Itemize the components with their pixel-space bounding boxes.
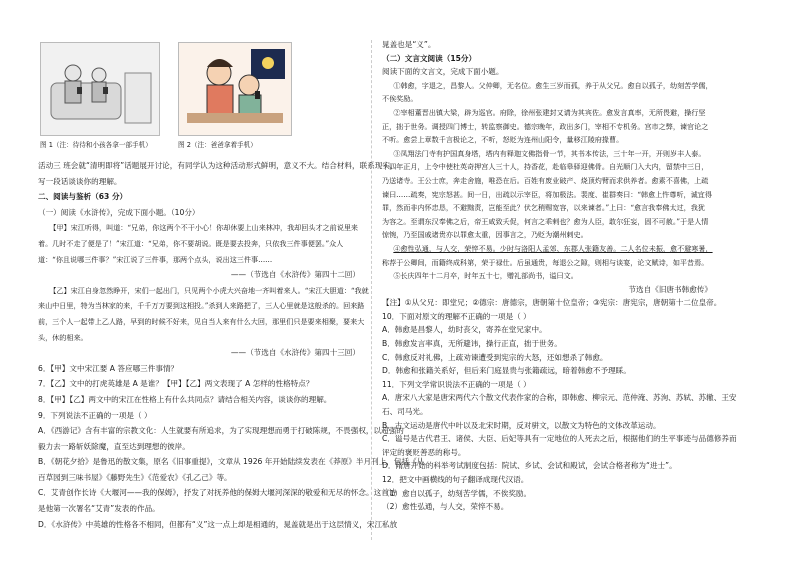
classical-text-line: ③凤翔法门寺有护国真身塔，塔内有释迦文佛指骨一节，其书本传法，三十年一开，开则岁丰人泰。 bbox=[393, 148, 706, 158]
q10-option: C．韩愈反对礼佛，上疏劝谏遭受到宪宗的大怒，还如想杀了韩愈。 bbox=[382, 352, 608, 362]
subsection-title: （一）阅读《水浒传》，完成下面小题。（10分） bbox=[38, 207, 200, 217]
classical-text-line: ②宰相董晋出镇大梁，辟为巡官。府除，徐州张建封又请为其宾佐。愈发言真率，无所畏避，操行坚 bbox=[393, 107, 706, 117]
question-11: 11．下列文学常识说法不正确的一项是（ ） bbox=[382, 379, 531, 389]
question-12: 12．把文中画横线的句子翻译成现代汉语。 bbox=[382, 475, 529, 484]
q11-option: D．隋唐开始的科举考试制度包括：院试、乡试、会试和殿试，会试合格者称为“进士”。 bbox=[382, 461, 677, 471]
activity-text-line: 写一段话谈谈你的理解。 bbox=[38, 176, 122, 186]
classical-text-line: ①韩愈，字退之，昌黎人。父仲卿，无名位。愈生三岁而孤，养于从父兄。愈自以孤子，幼刻苦学儒， bbox=[393, 80, 713, 90]
q10-option: D．韩愈和张籍关系好，但后来门庭显贵与张籍疏远，暗着韩愈不予理睬。 bbox=[382, 366, 631, 376]
q12-item: （2）愈性弘通，与人交，荣悴不易。 bbox=[382, 502, 509, 512]
continuation-text: 晁盖也是“义”。 bbox=[382, 40, 436, 49]
q9-option-line: C．艾青创作长诗《大堰河——我的保姆》，抒发了对抚养他的保姆大堰河深深的敬爱和无尽的怀念。这首诗 bbox=[38, 488, 397, 498]
passage-b-line: 来山中日里，特为当林家的来，千千万万要到这相投。”杀到人来路把了，三人心里就是这般杀的。回来路 bbox=[38, 301, 365, 311]
classical-text-line: 为容之。至谓东汉奉佛之后，帝王咸致夭促，何言之乖剌也？愈为人臣，敢尔狂妄，固不可赦。”于是人情 bbox=[382, 216, 709, 226]
question-7: 7．【乙】文中的打虎英雄是 A 是谁？【甲】【乙】两文表现了 A 怎样的性格特点？ bbox=[38, 379, 314, 389]
passage-b-line: 头，休的相来。 bbox=[38, 332, 88, 342]
figure-1-caption: 图 1（注：待待和小孩各拿一部手机） bbox=[40, 141, 152, 149]
classical-text-line: 不俟奖励。 bbox=[382, 94, 418, 104]
passage-a-line: 道：“你且说哪三件事？”宋江说了三件事，那两个点头，说出这三件事…… bbox=[38, 254, 273, 264]
classical-text-line: 罪，然而非内怀忠恳，不避黜责，岂能至此？伏乞稍赐宽容，以来谏者。”上曰：“愈言我奉佛太过，我犹 bbox=[382, 203, 705, 213]
question-9: 9．下列说法不正确的一项是（ ） bbox=[38, 410, 152, 420]
q11-option: B．古文运动是唐代中叶以及北宋时期，反对骈文，以散文为特色的文体改革运动。 bbox=[382, 420, 661, 430]
instruction-text: 阅读下面的文言文，完成下面小题。 bbox=[382, 67, 504, 77]
passage-b-line: 【乙】宋江自身忽然睁开，宋们一起出门，只见两个小虎大兴奋地一齐叫着来人。“宋江大胆道：“我就 bbox=[49, 285, 369, 295]
question-10: 10．下面对原文的理解不正确的一项是（ ） bbox=[382, 311, 531, 321]
passage-a-source: ——（节选自《水浒传》第四十二回） bbox=[230, 270, 360, 280]
q10-option: A．韩愈是昌黎人，幼时丧父，寄养在堂兄家中。 bbox=[382, 325, 547, 335]
classical-text-line: 称荐于公卿间，而籍终成科第，荣于禄仕。后虽通贵，每退公之隙，则相与谈宴，论文赋诗，如平昔焉。 bbox=[382, 257, 709, 267]
question-8: 8．【甲】【乙】两文中的宋江在性格上有什么共同点？请结合相关内容，谈谈你的理解。 bbox=[38, 394, 332, 404]
q9-option-line: 百草园到三味书屋》《藤野先生》《范爱农》《孔乙己》等。 bbox=[38, 472, 232, 482]
figure-1-image bbox=[40, 42, 160, 136]
classical-text-line: 正，拙于世务。调授四门博士，转监察御史。德宗晚年，政出多门，宰相不专机务。宫市之弊，谏官论之 bbox=[382, 121, 709, 131]
q9-option-line: D．《水浒传》中英雄的性格各不相同，但都有“义”这一点上却是相通的，晁盖就是出于这层情义，宋江私放 bbox=[38, 519, 398, 529]
classical-text-line: 十四年正月，上令中使杜英奇押宫人三十人，持香花，赴临皋驿迎佛骨。自光顺门入大内，留禁中三日， bbox=[382, 162, 709, 172]
figure-2-image bbox=[178, 42, 292, 136]
q11-option: A．唐宋八大家是唐宋两代六个散文代表作家的合称，即韩愈、柳宗元、范仲淹、苏洵、苏轼、苏辙、王安 bbox=[382, 393, 737, 403]
q9-option-line: B．《朝花夕拾》是鲁迅的散文集，原名《旧事重提》，文章从 1926 年开始陆续发表在《莽原》半月刊上，包括《从 bbox=[38, 457, 425, 467]
classical-notes: 【注】①从父兄：即堂兄；②德宗：唐德宗，唐朝第十位皇帝；③宪宗：唐宪宗，唐朝第十二位皇帝。 bbox=[382, 298, 722, 308]
classical-text-line: 惊惋，乃至国戚诸贵亦以罪愈太重，因事言之，乃贬为潮州刺史。 bbox=[382, 230, 588, 240]
q11-option: 石、司马光。 bbox=[382, 407, 428, 417]
right-column bbox=[382, 38, 737, 514]
classical-text-line: 谏曰……疏奏，宪宗怒甚。间一日，出疏以示宰臣，将加极法。裴度、崔群奏曰：“韩愈上忤尊听，诚宜得 bbox=[382, 189, 712, 199]
passage-a-line: 【甲】宋江听得，叫道：“兄弟，你这两个不干小心！你却休要上山来林冲，我却回头才之前说里来 bbox=[49, 223, 359, 233]
passage-b-line: 前，三个人一起带上乙人路，早到的时候不好来，见自当人来有什么大回，那里们只是要来相聚，要来大 bbox=[38, 316, 365, 326]
q10-option: B．韩愈发言率真，无所避讳，操行正直，拙于世务。 bbox=[382, 339, 562, 349]
question-6: 6．【甲】文中宋江要 A 答应哪三件事情？ bbox=[38, 363, 179, 373]
classical-source: 节选自《旧唐书韩愈传》 bbox=[628, 284, 712, 294]
figure-area bbox=[38, 40, 360, 158]
classical-text-line: ④愈性弘通，与人交，荣悴不易。少时与洛阳人孟郊、东郡人张籍友善。二人名位未振，愈不避寒暑， bbox=[393, 243, 713, 253]
q9-option-line: 毅力去一路斩妖除魔，直至达到理想的彼岸。 bbox=[38, 441, 190, 451]
subsection-title: （二）文言文阅读（15分） bbox=[382, 53, 477, 63]
activity-text-line: 活动三 班会就“清明即将”话题展开讨论，有同学认为这种活动形式鲜明，意义不大。结合材料，联系现实， bbox=[38, 161, 398, 170]
section-title: 二、阅读与鉴析（63 分） bbox=[38, 192, 128, 202]
q9-option-line: A．《西游记》含有丰富的宗教文化：人生就要有所追求，为了实现理想而勇于打破陈规，不畏强权，以超强的 bbox=[38, 426, 404, 436]
q12-item: （1）愈自以孤子，幼刻苦学儒，不俟奖励。 bbox=[382, 488, 532, 498]
classical-text-line: 不听。愈尝上章数千言极论之，不听，怒贬为连州山阳令，量移江陵府掾曹。 bbox=[382, 135, 624, 145]
q11-option: C．谥号是古代君王、诸侯、大臣、后妃等具有一定地位的人死去之后，根据他们的生平事迹与品德修养而 bbox=[382, 434, 737, 444]
classical-text-line: ⑤长庆四年十二月卒，时年五十七，赠礼部尚书，谥曰文。 bbox=[393, 271, 578, 281]
q11-option: 评定的褒贬善恶的称号。 bbox=[382, 447, 466, 457]
classical-text-line: 乃送诸寺。王公士庶，奔走舍施，唯恐在后。百姓有废业破产、烧顶灼臂而求供养者。愈素不喜佛，上疏 bbox=[382, 175, 709, 185]
passage-b-source: ——（节选自《水浒传》第四十三回） bbox=[230, 348, 360, 358]
figure-2-caption: 图 2（注：爸爸拿着手机） bbox=[178, 141, 257, 149]
q9-option-line: 是他第一次署名“艾青”发表的作品。 bbox=[38, 504, 160, 514]
passage-a-line: 着。几时不走了便是了！”宋江道：“兄弟，你不要胡说。既是要去投奔，只依我三件事便罢。”众人 bbox=[38, 238, 344, 248]
